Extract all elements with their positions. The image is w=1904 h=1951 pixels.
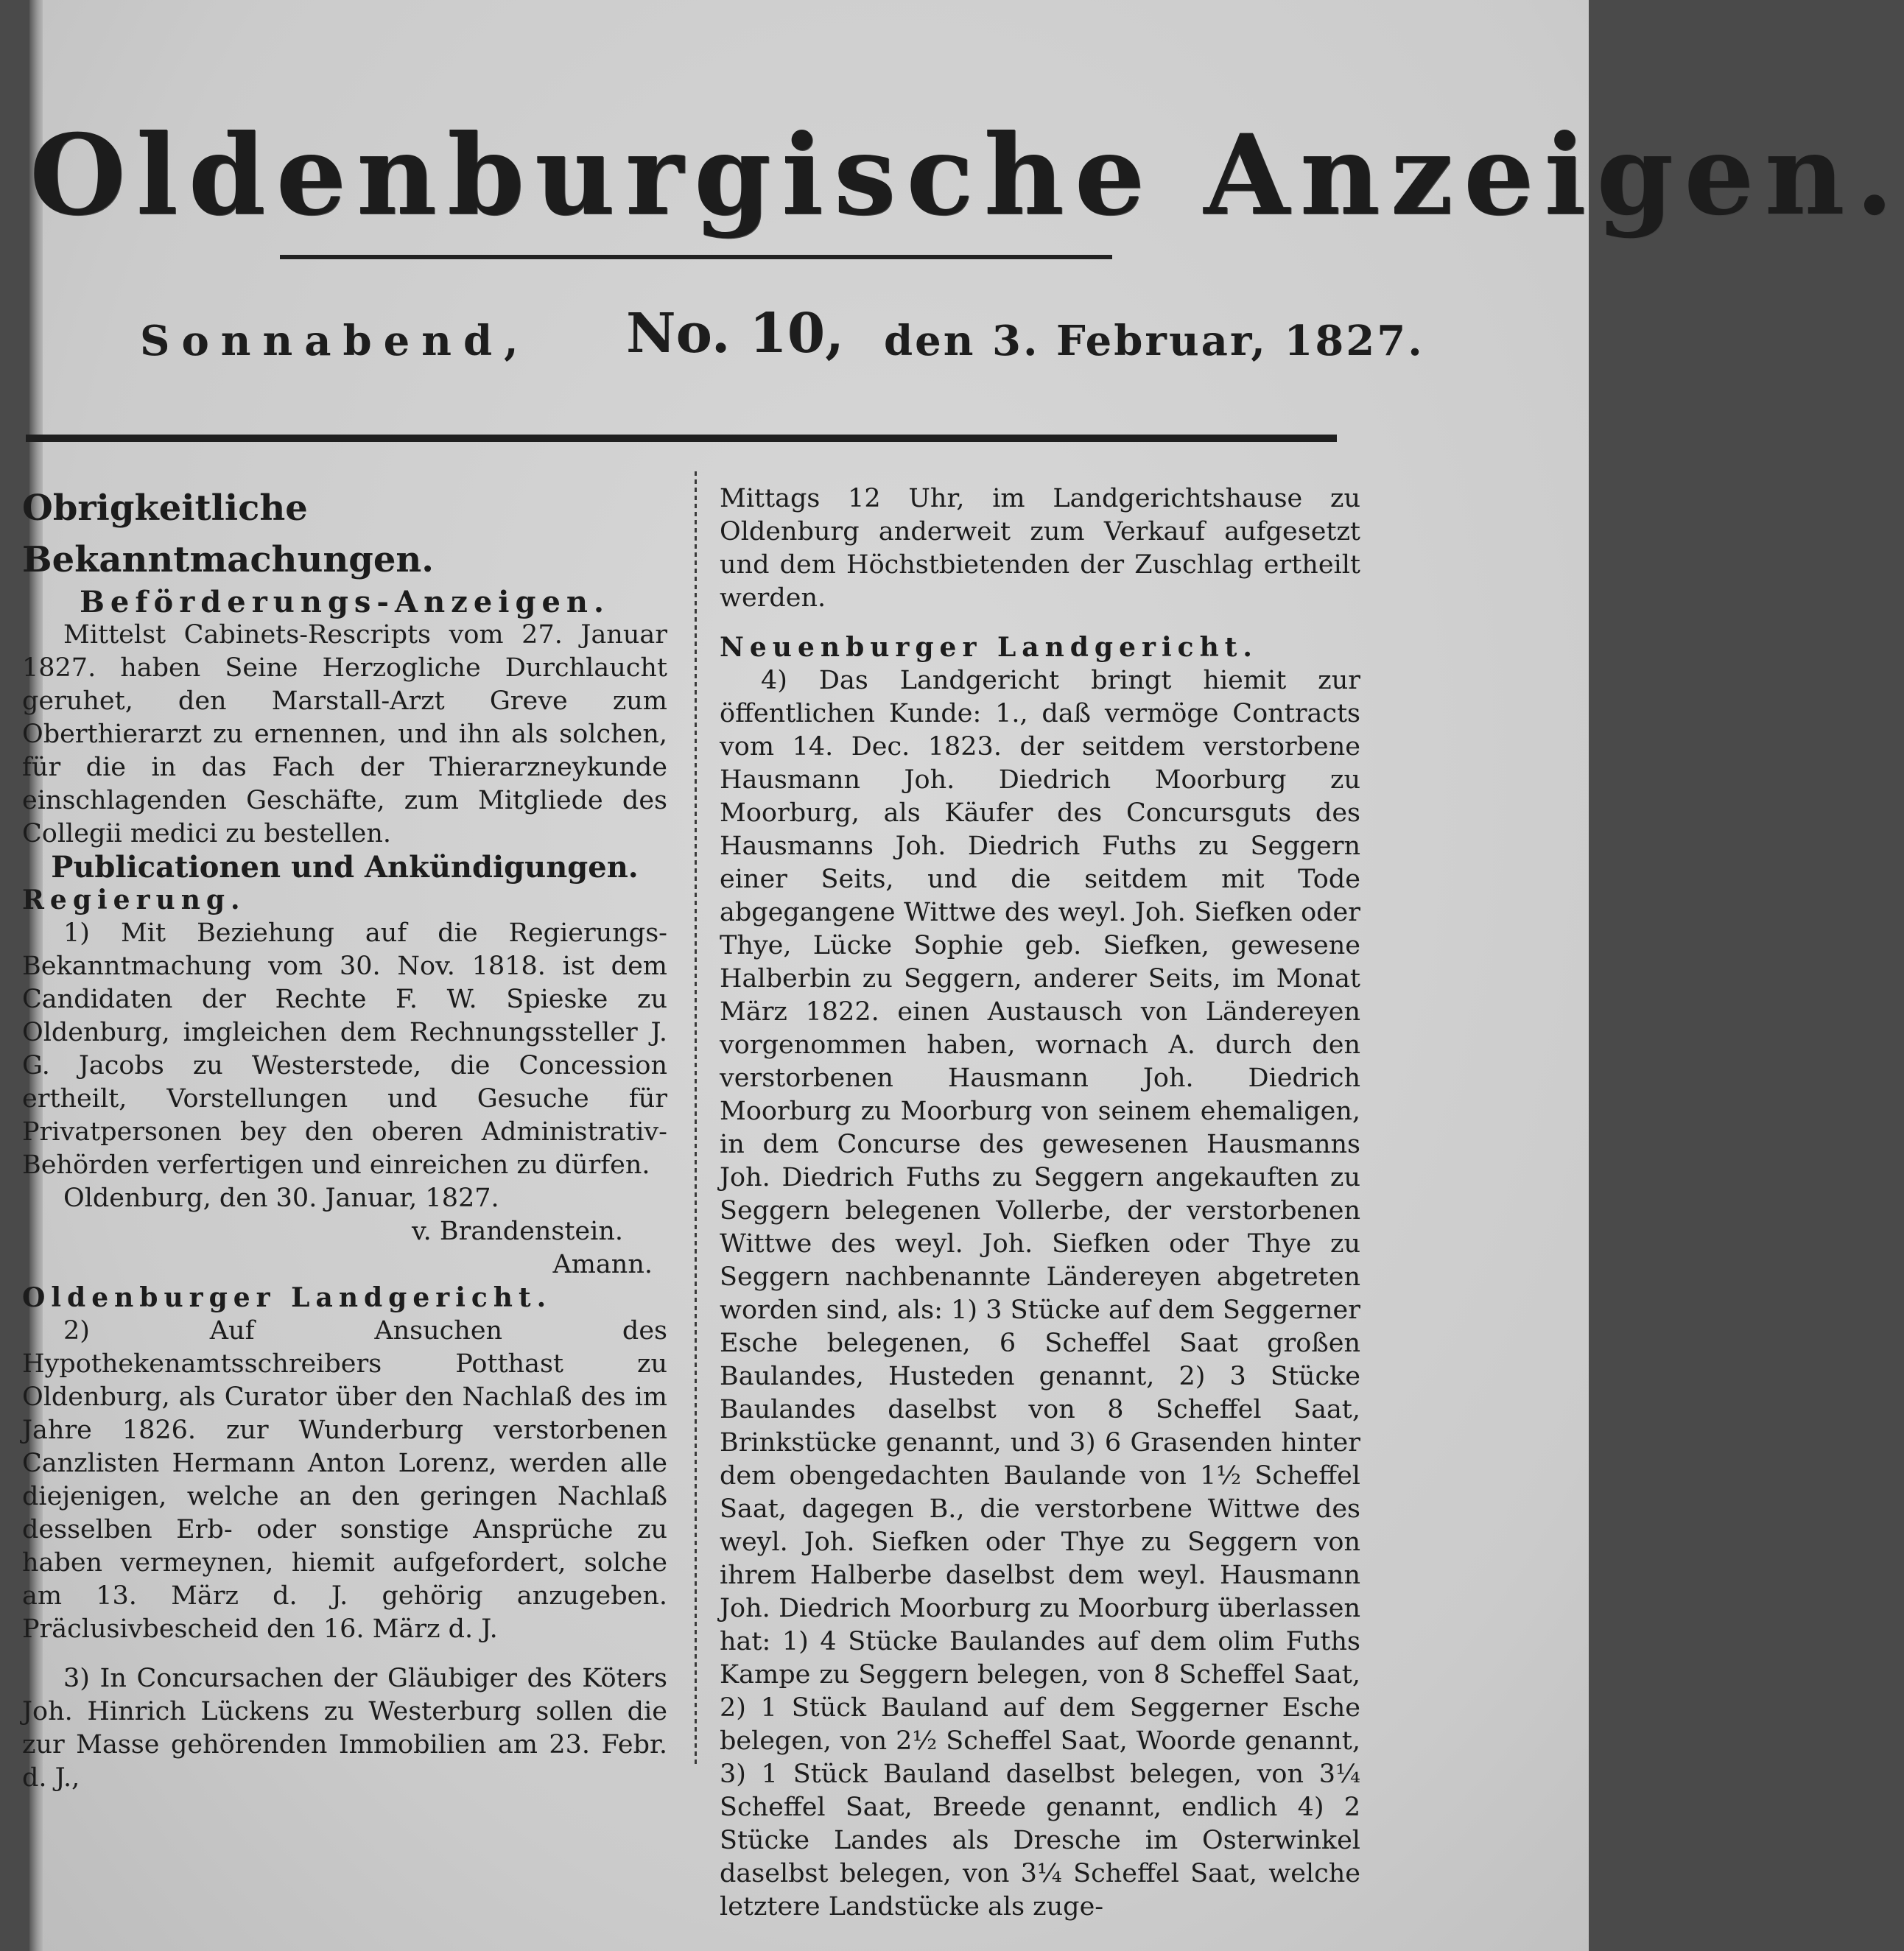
neuenburg-court-label: Neuenburger Landgericht.: [720, 632, 1258, 663]
publications-title: Publicationen und Ankündigungen.: [51, 850, 639, 885]
section-title: Obrigkeitliche Bekanntmachungen.: [22, 488, 434, 580]
dateline-day: Sonnabend,: [140, 317, 530, 365]
masthead-title: Oldenburgische Anzeigen.: [29, 110, 1904, 240]
oldenburg-court-label: Oldenburger Landgericht.: [22, 1282, 552, 1313]
government-label: Regierung.: [22, 885, 246, 915]
notice-item-1-signature-2: Amann.: [552, 1250, 653, 1279]
header-divider: [26, 435, 1337, 442]
notice-item-1-signature: v. Brandenstein.: [412, 1217, 623, 1246]
continuation-text: Mittags 12 Uhr, im Landgerichtshause zu Oldenburg anderweit zum Verkauf aufgesetzt und dem Höchstbietenden der Zuschlag ertheilt werden.: [720, 484, 1360, 613]
notice-item-1: 1) Mit Beziehung auf die Regierungs-Bekanntmachung vom 30. Nov. 1818. ist dem Candidaten der Rechte F. W. Spieske zu Oldenburg, imgleichen dem Rechnungssteller J. G. Jacobs zu Westerstede, die Concession ertheilt, Vorstellungen und Gesuche für Privatpersonen bey den oberen Administrativ-Behörden verfertigen und einreichen zu dürfen.: [22, 918, 667, 1180]
dateline-date: den 3. Februar, 1827.: [884, 317, 1425, 365]
notice-item-3: 3) In Concursachen der Gläubiger des Köters Joh. Hinrich Lückens zu Westerburg sollen die zur Masse gehörenden Immobilien am 23. Febr. d. J.,: [22, 1664, 667, 1793]
notice-item-2: 2) Auf Ansuchen des Hypothekenamtsschreibers Potthast zu Oldenburg, als Curator über den Nachlaß des im Jahre 1826. zur Wunderburg verstorbenen Canzlisten Hermann Anton Lorenz, werden alle diejenigen, welche an den geringen Nachlaß desselben Erb- oder sonstige Ansprüche zu haben vermeynen, hiemit aufgefordert, solche am 13. März d. J. gehörig anzugeben. Präclusivbescheid den 16. März d. J.: [22, 1316, 667, 1644]
dateline-issue-number: No. 10,: [626, 302, 844, 365]
spacer: [22, 1646, 667, 1662]
column-divider: [695, 471, 697, 1768]
promotions-title: Beförderungs-Anzeigen.: [80, 585, 610, 619]
left-column: [22, 482, 667, 1795]
spacer: [720, 615, 1360, 631]
notice-item-1-place: Oldenburg, den 30. Januar, 1827.: [63, 1184, 499, 1213]
notice-item-4: 4) Das Landgericht bringt hiemit zur öffentlichen Kunde: 1., daß vermöge Contracts vom 14. Dec. 1823. der seitdem verstorbene Hausmann Joh. Diedrich Moorburg zu Moorburg, als Käufer des Concursguts des Hausmanns Joh. Diedrich Fuths zu Seggern einer Seits, und die seitdem mit Tode abgegangene Wittwe des weyl. Joh. Siefken oder Thye, Lücke Sophie geb. Siefken, gewesene Halberbin zu Seggern, anderer Seits, im Monat März 1822. einen Austausch von Ländereyen vorgenommen haben, wornach A. durch den verstorbenen Hausmann Joh. Diedrich Moorburg zu Moorburg von seinem ehemaligen, in dem Concurse des gewesenen Hausmanns Joh. Diedrich Fuths zu Seggern angekauften zu Seggern belegenen Vollerbe, der verstorbenen Wittwe des weyl. Joh. Siefken oder Thye zu Seggern nachbenannte Ländereyen abgetreten worden sind, als: 1) 3 Stücke auf dem Seggerner Esche belegenen, 6 Scheffel Saat großen Baulandes, Husteden genannt, 2) 3 Stücke Baulandes daselbst von 8 Scheffel Saat, Brinkstücke genannt, und 3) 6 Grasenden hinter dem obengedachten Baulande von 1½ Scheffel Saat, dagegen B., die verstorbene Wittwe des weyl. Joh. Siefken oder Thye zu Seggern von ihrem Halberbe daselbst dem weyl. Hausmann Joh. Diedrich Moorburg zu Moorburg überlassen hat: 1) 4 Stücke Baulandes auf dem olim Fuths Kampe zu Seggern belegen, von 8 Scheffel Saat, 2) 1 Stück Bauland auf dem Seggerner Esche belegen, von 2½ Scheffel Saat, Woorde genannt, 3) 1 Stück Bauland daselbst belegen, von 3¼ Scheffel Saat, Breede genannt, endlich 4) 2 Stücke Landes als Dresche im Osterwinkel daselbst belegen, von 3¼ Scheffel Saat, welche letztere Landstücke als zuge-: [720, 666, 1360, 1922]
promotions-text: Mittelst Cabinets-Rescripts vom 27. Januar 1827. haben Seine Herzogliche Durchlaucht geruhet, den Marstall-Arzt Greve zum Oberthierarzt zu ernennen, und ihn als solchen, für die in das Fach der Thierarzneykunde einschlagenden Geschäfte, zum Mitgliede des Collegii medici zu bestellen.: [22, 620, 667, 848]
masthead-rule: [280, 255, 1112, 259]
right-column: [720, 482, 1360, 1924]
